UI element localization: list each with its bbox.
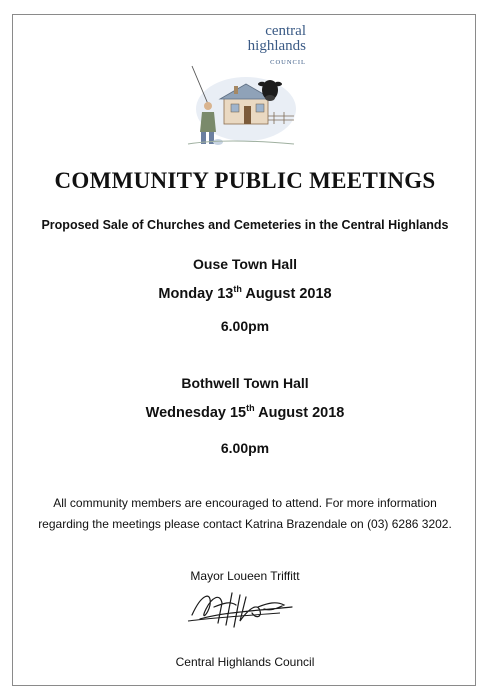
logo-illustration-icon (186, 54, 296, 149)
signature-icon (180, 585, 310, 630)
contact-info-line-2: regarding the meetings please contact Katrina Brazendale on (03) 6286 3202. (38, 517, 452, 531)
mayor-name: Mayor Loueen Triffitt (190, 569, 300, 583)
page-title: COMMUNITY PUBLIC MEETINGS (54, 168, 436, 193)
contact-info-line-1: All community members are encouraged to attend. For more information (53, 496, 437, 510)
meeting-2-day-suffix: th (246, 403, 255, 414)
meeting-2-month-year: August 2018 (254, 405, 345, 421)
meeting-2-venue: Bothwell Town Hall (181, 375, 309, 391)
logo-line-1: central (265, 23, 306, 39)
page-subtitle: Proposed Sale of Churches and Cemeteries in the Central Highlands (41, 218, 449, 232)
council-name: Central Highlands Council (175, 655, 315, 669)
meeting-1-venue: Ouse Town Hall (193, 256, 297, 272)
meeting-1-day: Monday 13 (158, 286, 234, 302)
meeting-1-month-year: August 2018 (241, 286, 332, 302)
council-logo (186, 24, 306, 149)
logo-line-2: highlands (247, 38, 306, 54)
meeting-1-day-suffix: th (233, 284, 242, 295)
meeting-2-day: Wednesday 15 (145, 405, 247, 421)
meeting-1-date (0, 286, 490, 302)
meeting-1-time: 6.00pm (220, 318, 270, 334)
meeting-2-time: 6.00pm (220, 440, 270, 456)
contact-info (0, 493, 490, 535)
meeting-2-date (0, 405, 490, 421)
logo-line-3: COUNCIL (270, 59, 306, 66)
